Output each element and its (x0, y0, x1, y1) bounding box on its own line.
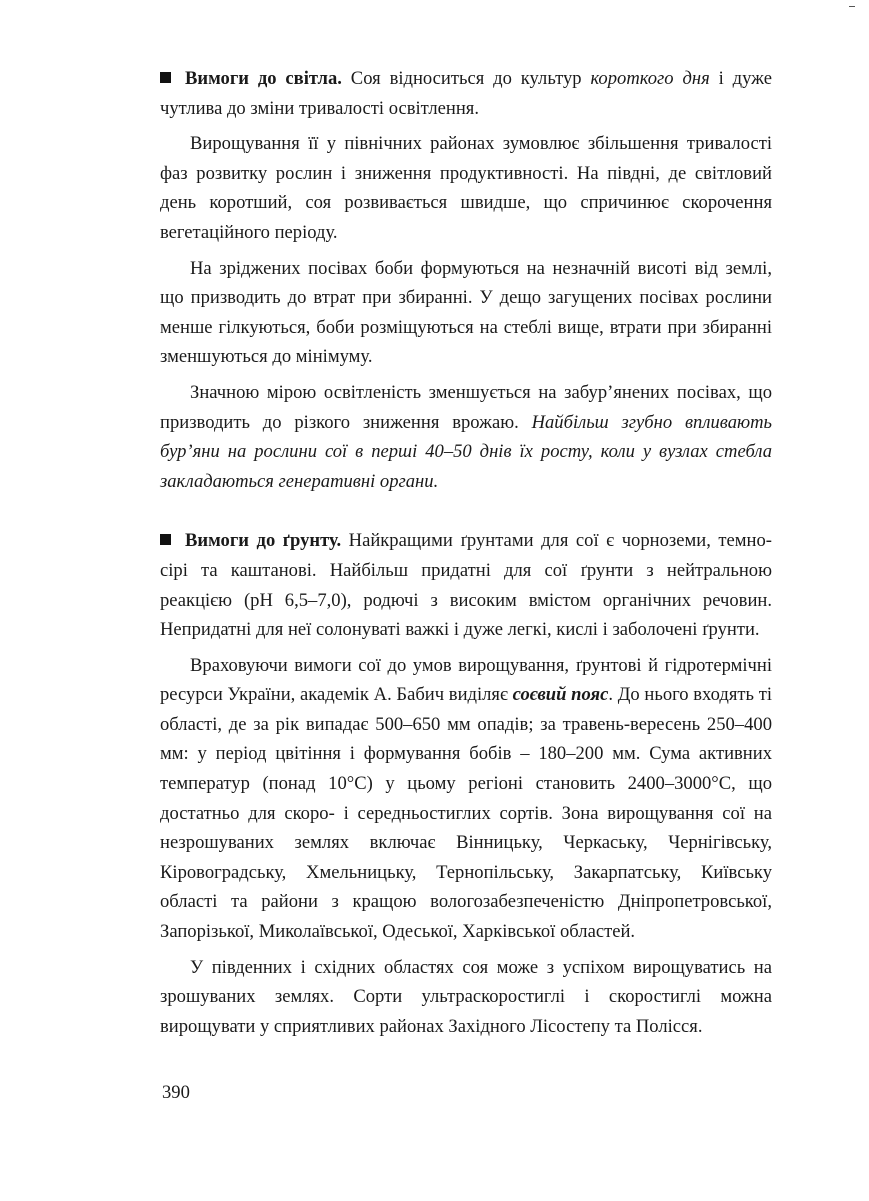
scan-corner-mark (849, 6, 855, 7)
weeds-emphasis: Найбільш згубно впливають бур’яни на рослини сої в перші 40–50 днів їх росту, коли у вузлах стебла закладаються генеративні органи. (160, 411, 773, 492)
soy-belt-text-end: . До нього входять ті області, де за рік випадає 500–650 мм опадів; за травень-вересень 250–400 мм: у період цвітіння і формування бобів – 180–200 мм. Сума активних температур (понад 10°С) у цьому регіоні становить 2400–3000°С, що достатньо для скоро- і середньостиглих сортів. Зона вирощування сої на незрошуваних землях включає Вінницьку, Черкаську, Чернігівську, Кіровоградську, Хмельницьку, Тернопільську, Закарпатську, Київську області та райони з кращою вологозабезпеченістю Дніпропетровської, Запорізької, Миколаївської, Одеської, Харківської областей. (160, 684, 772, 943)
light-intro-text-end: і дуже чутлива до зміни тривалості освітлення. (160, 68, 772, 119)
light-requirements-intro (160, 64, 772, 123)
light-paragraph-density: На зріджених посівах боби формуються на незначній висоті від землі, що призводить до втрат при збиранні. У дещо загущених посівах рослини менше гілкуються, боби розміщуються на стеблі вище, втрати при збиранні зменшуються до мінімуму. (160, 257, 772, 368)
light-paragraph-north: Вирощування її у північних районах зумовлює збільшення тривалості фаз розвитку рослин і зниження продуктивності. На півдні, де світловий день коротший, соя розвивається швидше, що спричинює скорочення вегетаційного періоду. (160, 133, 772, 243)
page-number: 390 (162, 1082, 190, 1103)
bullet-square-icon (160, 534, 171, 545)
short-day-emphasis: короткого дня (590, 68, 710, 89)
soil-paragraph-irrigation: У південних і східних областях соя може з успіхом вирощуватись на зрошуваних землях. Сорти ультраскоростиглі і скоростиглі можна вирощувати у сприятливих районах Західного Лісостепу та Полісся. (160, 956, 772, 1037)
page-body (160, 64, 772, 1041)
soy-belt-emphasis: соєвий пояс (512, 684, 609, 706)
soy-belt-text: Враховуючи вимоги сої до умов вирощування, ґрунтові й гідротермічні ресурси України, академік А. Бабич виділяє (160, 654, 772, 706)
light-paragraph-weeds (160, 378, 772, 496)
soil-paragraph-soy-belt (160, 651, 772, 947)
bullet-square-icon (160, 72, 171, 83)
soil-requirements-heading: Вимоги до ґрунту. (185, 530, 342, 552)
soil-intro-text: Найкращими ґрунтами для сої є чорноземи, темно-сірі та каштанові. Найбільш придатні для сої ґрунти з нейтральною реакцією (pH 6,5–7,0), родючі з високим вмістом органічних речовин. Непридатні для неї солонуваті важкі і дуже легкі, кислі і заболочені ґрунти. (160, 530, 772, 641)
light-intro-text: Соя відноситься до культур (341, 68, 591, 89)
soil-requirements-intro (160, 526, 772, 644)
weeds-text: Значною мірою освітленість зменшується на забур’янених посівах, що призводить до різкого зниження врожаю. (160, 381, 772, 433)
light-requirements-heading: Вимоги до світла. (185, 68, 342, 89)
